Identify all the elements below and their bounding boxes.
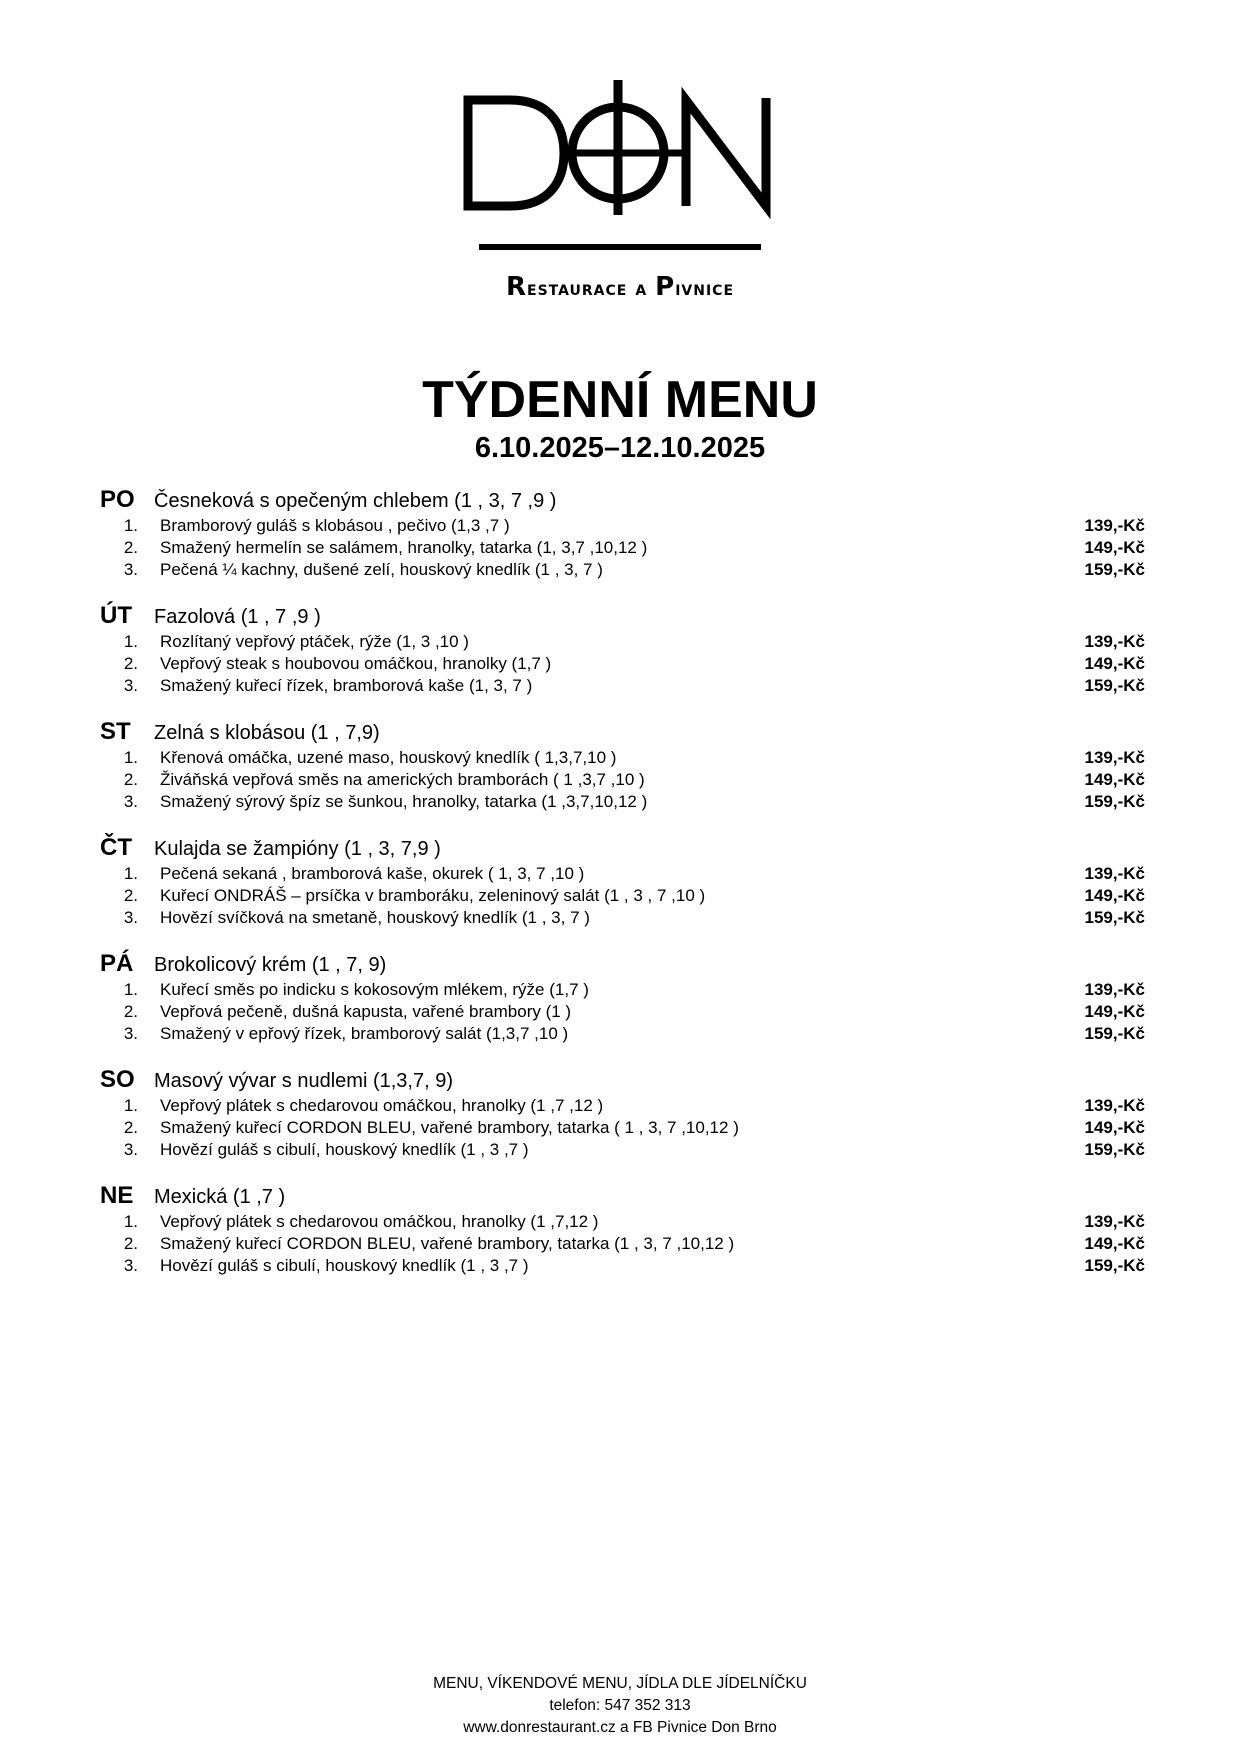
dish-number: 1. [123,1212,138,1231]
day-section [100,601,1145,717]
tagline-word: Restaurace [505,272,628,302]
dish-price: 159,-Kč [1084,792,1145,811]
day-abbr: NE [100,1182,134,1209]
day-section [100,717,1145,833]
footer [0,1673,1240,1739]
dish-name: Vepřový plátek s chedarovou omáčkou, hranolky (1 ,7 ,12 ) [160,1096,604,1115]
dish-row [100,537,1145,559]
dish-name: Bramborový guláš s klobásou , pečivo (1,3 ,7 ) [160,516,510,535]
dish-number: 2. [123,770,138,789]
footer-website: www.donrestaurant.cz a FB Pivnice Don Brno [463,1719,777,1736]
dish-row [100,653,1145,675]
day-soup: Fazolová (1 , 7 ,9 ) [154,606,321,628]
dish-row [100,1001,1145,1023]
day-soup: Masový vývar s nudlemi (1,3,7, 9) [154,1070,453,1092]
day-abbr: PÁ [100,950,134,977]
logo-letter-n [686,98,766,206]
dish-row [100,791,1145,813]
dish-number: 3. [123,1256,138,1275]
dish-name: Smažený v epřový řízek, bramborový salát (1,3,7 ,10 ) [160,1024,569,1043]
logo-divider-bar [479,244,761,250]
dish-row [100,559,1145,581]
day-section [100,949,1145,1065]
dish-name: Hovězí svíčková na smetaně, houskový knedlík (1 , 3, 7 ) [160,908,590,927]
dish-name: Hovězí guláš s cibulí, houskový knedlík (1 , 3 ,7 ) [160,1140,529,1159]
dish-row [100,1233,1145,1255]
dish-name: Vepřový steak s houbovou omáčkou, hranolky (1,7 ) [160,654,552,673]
day-section [100,485,1145,601]
dish-row [100,1211,1145,1233]
dish-number: 1. [123,632,138,651]
dish-number: 2. [123,654,138,673]
dish-price: 149,-Kč [1084,1234,1145,1253]
dish-price: 149,-Kč [1084,1118,1145,1137]
dish-price: 159,-Kč [1084,1024,1145,1043]
dish-number: 2. [123,886,138,905]
dish-price: 139,-Kč [1084,516,1145,535]
dish-row [100,1095,1145,1117]
dish-price: 149,-Kč [1084,654,1145,673]
dish-number: 3. [123,676,138,695]
dish-row [100,747,1145,769]
dish-price: 139,-Kč [1084,1096,1145,1115]
dish-name: Vepřová pečeně, dušná kapusta, vařené brambory (1 ) [160,1002,572,1021]
dish-number: 2. [123,1002,138,1021]
dish-price: 139,-Kč [1084,864,1145,883]
dish-row [100,1117,1145,1139]
day-header [100,833,1145,863]
dish-name: Vepřový plátek s chedarovou omáčkou, hranolky (1 ,7,12 ) [160,1212,599,1231]
dish-number: 3. [123,908,138,927]
dish-number: 1. [123,516,138,535]
dish-row [100,1023,1145,1045]
dish-row [100,863,1145,885]
dish-name: Smažený kuřecí CORDON BLEU, vařené brambory, tatarka (1 , 3, 7 ,10,12 ) [160,1234,735,1253]
day-header [100,1065,1145,1095]
day-abbr: ST [100,718,131,745]
tagline-word: Pivnice [655,272,735,302]
dish-name: Rozlítaný vepřový ptáček, rýže (1, 3 ,10 ) [160,632,469,651]
dish-number: 1. [123,748,138,767]
dish-name: Smažený kuřecí CORDON BLEU, vařené brambory, tatarka ( 1 , 3, 7 ,10,12 ) [160,1118,739,1137]
dish-number: 1. [123,980,138,999]
dish-name: Smažený kuřecí řízek, bramborová kaše (1, 3, 7 ) [160,676,533,695]
weekly-menu [100,485,1145,1297]
dish-row [100,675,1145,697]
day-soup: Kulajda se žampióny (1 , 3, 7,9 ) [154,838,441,860]
dish-price: 149,-Kč [1084,886,1145,905]
footer-phone: telefon: 547 352 313 [549,1697,691,1714]
dish-row [100,1255,1145,1277]
day-section [100,1065,1145,1181]
dish-name: Hovězí guláš s cibulí, houskový knedlík (1 , 3 ,7 ) [160,1256,529,1275]
dish-name: Smažený hermelín se salámem, hranolky, tatarka (1, 3,7 ,10,12 ) [160,538,648,557]
dish-price: 149,-Kč [1084,538,1145,557]
dish-name: Smažený sýrový špíz se šunkou, hranolky, tatarka (1 ,3,7,10,12 ) [160,792,648,811]
dish-name: Živáňská vepřová směs na amerických bramborách ( 1 ,3,7 ,10 ) [160,770,645,789]
day-header [100,1181,1145,1211]
dish-number: 2. [123,1118,138,1137]
dish-row [100,1139,1145,1161]
dish-price: 159,-Kč [1084,908,1145,927]
dish-number: 3. [123,560,138,579]
dish-price: 139,-Kč [1084,632,1145,651]
dish-price: 159,-Kč [1084,560,1145,579]
day-abbr: ČT [100,834,132,861]
dish-price: 159,-Kč [1084,676,1145,695]
dish-name: Kuřecí ONDRÁŠ – prsíčka v bramboráku, zeleninový salát (1 , 3 , 7 ,10 ) [160,886,706,905]
dish-name: Křenová omáčka, uzené maso, houskový knedlík ( 1,3,7,10 ) [160,748,617,767]
dish-number: 3. [123,792,138,811]
day-header [100,485,1145,515]
dish-price: 159,-Kč [1084,1140,1145,1159]
day-abbr: PO [100,486,135,513]
dish-name: Pečená ¼ kachny, dušené zelí, houskový knedlík (1 , 3, 7 ) [160,560,603,579]
dish-row [100,631,1145,653]
dish-row [100,885,1145,907]
logo-letter-d [468,100,564,206]
don-logo-mark [460,70,780,250]
day-soup: Zelná s klobásou (1 , 7,9) [154,722,380,744]
dish-row [100,907,1145,929]
day-header [100,717,1145,747]
day-soup: Brokolicový krém (1 , 7, 9) [154,954,387,976]
dish-row [100,979,1145,1001]
dish-name: Kuřecí směs po indicku s kokosovým mlékem, rýže (1,7 ) [160,980,589,999]
day-soup: Mexická (1 ,7 ) [154,1186,286,1208]
restaurant-tagline [0,272,1240,302]
dish-price: 139,-Kč [1084,1212,1145,1231]
dish-number: 3. [123,1140,138,1159]
dish-price: 139,-Kč [1084,980,1145,999]
dish-price: 159,-Kč [1084,1256,1145,1275]
dish-name: Pečená sekaná , bramborová kaše, okurek ( 1, 3, 7 ,10 ) [160,864,585,883]
day-header [100,949,1145,979]
dish-row [100,515,1145,537]
dish-price: 149,-Kč [1084,1002,1145,1021]
dish-number: 2. [123,1234,138,1253]
footer-services: MENU, VÍKENDOVÉ MENU, JÍDLA DLE JÍDELNÍČKU [433,1675,807,1692]
day-header [100,601,1145,631]
dish-price: 139,-Kč [1084,748,1145,767]
dish-price: 149,-Kč [1084,770,1145,789]
day-abbr: ÚT [100,602,132,629]
day-abbr: SO [100,1066,135,1093]
dish-number: 2. [123,538,138,557]
dish-number: 1. [123,1096,138,1115]
tagline-word: a [635,276,648,300]
day-soup: Česneková s opečeným chlebem (1 , 3, 7 ,9 ) [154,490,557,512]
day-section [100,833,1145,949]
dish-number: 1. [123,864,138,883]
menu-title: TÝDENNÍ MENU [422,371,818,429]
day-section [100,1181,1145,1297]
dish-number: 3. [123,1024,138,1043]
dish-row [100,769,1145,791]
menu-date-range: 6.10.2025–12.10.2025 [474,432,766,464]
